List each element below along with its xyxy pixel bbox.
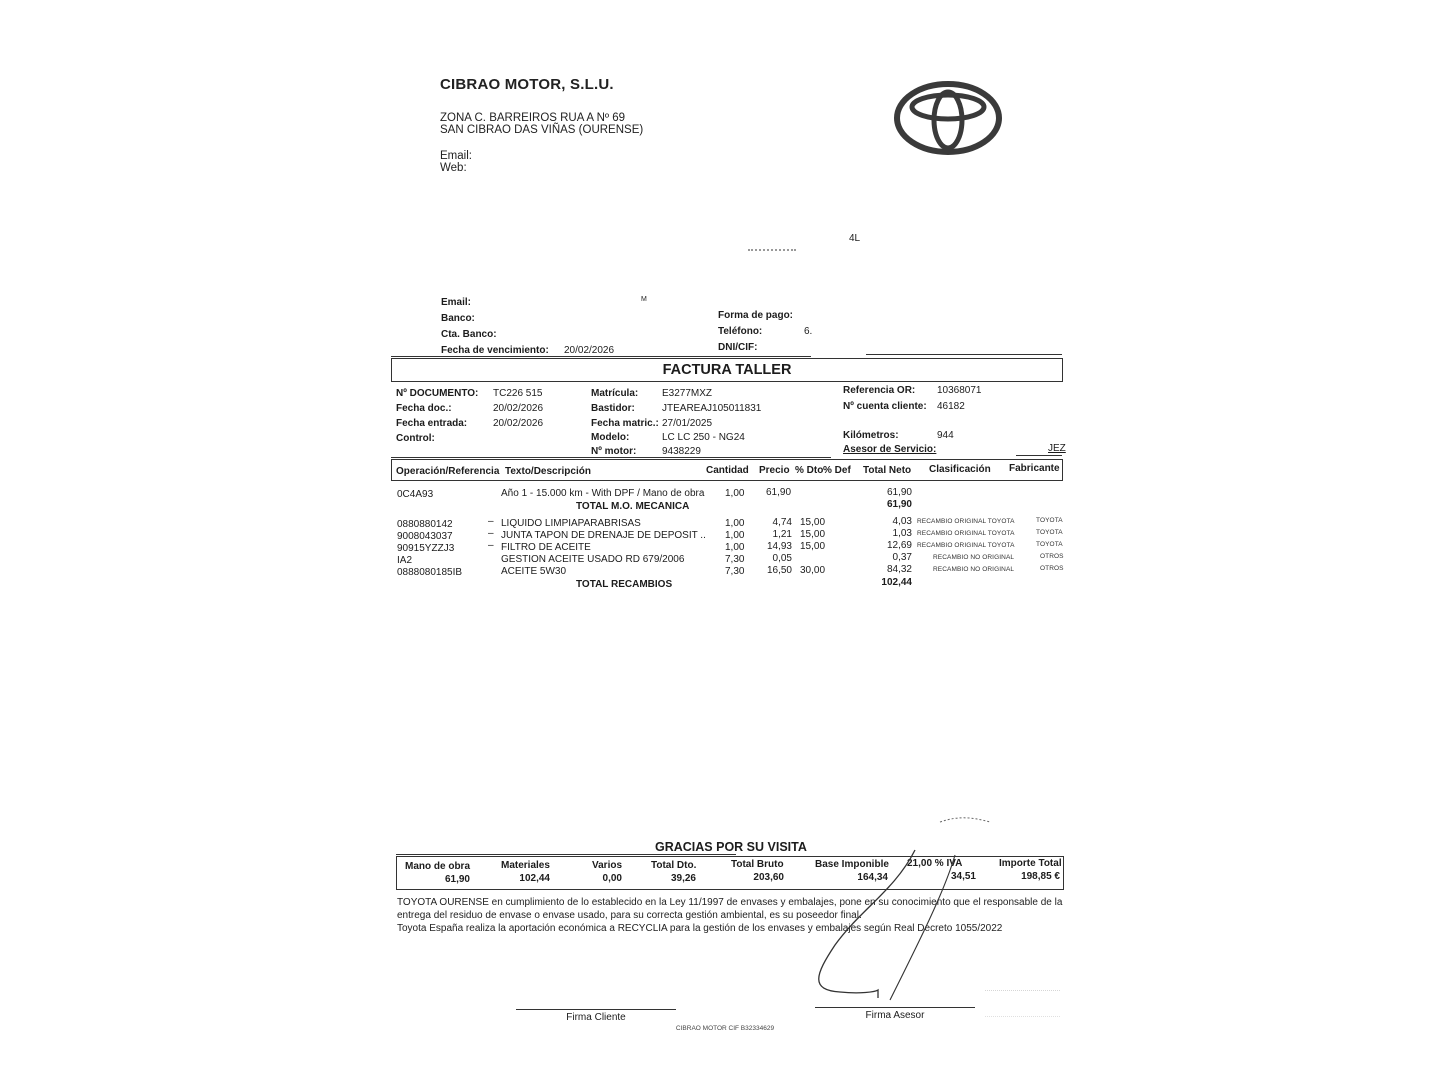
fecha-matric-label: Fecha matric.: (591, 418, 659, 429)
row-total: 12,69 (886, 540, 912, 551)
legal-line1: TOYOTA OURENSE en cumplimiento de lo establecido en la Ley 11/1997 de envases y embalajes, pone en su conocimiento que el responsable de la (397, 897, 1063, 908)
labour-total-label: TOTAL M.O. MECANICA (576, 501, 690, 512)
row-ref: 0880880142 (397, 519, 453, 530)
customer-banco-label: Banco: (441, 313, 475, 324)
summary-value: 198,85 € (1021, 871, 1060, 882)
parts-total-label: TOTAL RECAMBIOS (576, 579, 673, 590)
documento-value: TC226 515 (493, 388, 543, 399)
row-desc: JUNTA TAPON DE DRENAJE DE DEPOSIT .. (501, 530, 706, 541)
company-email-label: Email: (440, 150, 472, 162)
customer-email-value: M (641, 296, 647, 303)
row-total: 4,03 (892, 516, 912, 527)
header-descripcion: Texto/Descripción (505, 466, 591, 477)
summary-label: Varios (592, 860, 623, 871)
row-ref: 90915YZZJ3 (397, 543, 455, 554)
header-dto: % Dto (795, 465, 824, 476)
row-cantidad: 7,30 (725, 554, 745, 565)
row-precio: 16,50 (766, 565, 792, 576)
kilometros-label: Kilómetros: (843, 430, 899, 441)
company-address-line2: SAN CIBRAO DAS VIÑAS (OURENSE) (440, 124, 644, 136)
row-fabricante: TOYOTA (1036, 517, 1063, 524)
fecha-vencimiento-label: Fecha de vencimiento: (441, 345, 549, 356)
customer-cta-banco-label: Cta. Banco: (441, 329, 497, 340)
row-clasificacion: RECAMBIO ORIGINAL TOYOTA (917, 530, 1015, 537)
invoice-title: FACTURA TALLER (662, 362, 792, 378)
header-clasificacion: Clasificación (929, 464, 991, 475)
row-fabricante: OTROS (1040, 553, 1064, 560)
header-precio: Precio (759, 465, 790, 476)
row-cantidad: 1,00 (725, 530, 745, 541)
summary-value: 61,90 (444, 874, 470, 885)
signature-line-cliente (516, 1009, 676, 1010)
row-ref: IA2 (397, 555, 413, 566)
referencia-or-value: 10368071 (937, 385, 982, 396)
redacted-text (748, 249, 796, 251)
row-desc: FILTRO DE ACEITE (501, 542, 591, 553)
row-fabricante: TOYOTA (1036, 529, 1063, 536)
bastidor-value: JTEAREAJ105011831 (662, 403, 762, 414)
row-clasificacion: RECAMBIO NO ORIGINAL (933, 566, 1015, 573)
row-fabricante: OTROS (1040, 565, 1064, 572)
forma-pago-label: Forma de pago: (718, 310, 794, 321)
row-ref: 9008043037 (397, 531, 453, 542)
signature-cliente-label: Firma Cliente (566, 1012, 626, 1023)
toyota-logo-icon (893, 80, 1003, 156)
divider (391, 457, 831, 458)
summary-label: Total Dto. (651, 860, 697, 871)
row-clasificacion: RECAMBIO ORIGINAL TOYOTA (917, 518, 1015, 525)
summary-label: Mano de obra (405, 861, 471, 872)
row-fabricante: TOYOTA (1036, 541, 1063, 548)
row-precio: 14,93 (766, 541, 792, 552)
summary-label: Total Bruto (731, 859, 784, 870)
row-mark: – (488, 540, 494, 551)
modelo-label: Modelo: (591, 432, 630, 443)
legal-line3: Toyota España realiza la aportación económica a RECYCLIA para la gestión de los envases y embalajes según Real Decreto 1055/2022 (397, 923, 1003, 934)
row-desc: Año 1 - 15.000 km - With DPF / Mano de obra (501, 488, 705, 499)
kilometros-value: 944 (937, 430, 954, 441)
telefono-label: Teléfono: (718, 326, 763, 337)
fecha-doc-label: Fecha doc.: (396, 403, 452, 414)
company-address-line1: ZONA C. BARREIROS RUA A Nº 69 (440, 112, 626, 124)
row-desc: ACEITE 5W30 (501, 566, 567, 577)
row-cantidad: 1,00 (725, 542, 745, 553)
fecha-doc-value: 20/02/2026 (493, 403, 544, 414)
row-precio: 61,90 (766, 487, 792, 498)
row-mark: – (488, 528, 494, 539)
company-web-label: Web: (440, 162, 467, 174)
matricula-label: Matrícula: (591, 388, 639, 399)
header-cantidad: Cantidad (706, 465, 749, 476)
stamp-noise (985, 990, 1060, 1017)
documento-label: Nº DOCUMENTO: (396, 388, 479, 399)
summary-value: 34,51 (950, 871, 976, 882)
row-desc: GESTION ACEITE USADO RD 679/2006 (501, 554, 685, 565)
row-cantidad: 7,30 (725, 566, 745, 577)
row-precio: 1,21 (772, 529, 792, 540)
legal-line2: entrega del residuo de envase o envase usado, para su correcta gestión ambiental, es su poseedor final. (397, 910, 862, 921)
motor-label: Nº motor: (591, 446, 637, 457)
summary-label: 21,00 % IVA (907, 858, 963, 869)
divider (866, 354, 1062, 355)
row-dto: 30,00 (800, 565, 826, 576)
summary-value: 102,44 (519, 873, 550, 884)
header-def: % Def (823, 465, 851, 476)
row-precio: 4,74 (772, 517, 792, 528)
header-operacion: Operación/Referencia (396, 466, 500, 477)
company-name: CIBRAO MOTOR, S.L.U. (440, 76, 614, 93)
referencia-or-label: Referencia OR: (843, 385, 916, 396)
header-total-neto: Total Neto (863, 465, 912, 476)
control-label: Control: (396, 433, 435, 444)
asesor-value: JEZ (1048, 443, 1066, 454)
footer-cif: CIBRAO MOTOR CIF B32334629 (675, 1025, 775, 1032)
summary-label: Materiales (501, 860, 550, 871)
signature-line-asesor (815, 1007, 975, 1008)
bastidor-label: Bastidor: (591, 403, 635, 414)
header-fabricante: Fabricante (1009, 463, 1060, 474)
summary-label: Importe Total (999, 858, 1062, 869)
fecha-vencimiento-value: 20/02/2026 (564, 345, 615, 356)
summary-label: Base Imponible (815, 859, 889, 870)
row-clasificacion: RECAMBIO ORIGINAL TOYOTA (917, 542, 1015, 549)
divider (396, 854, 736, 855)
matricula-value: E3277MXZ (662, 388, 713, 399)
handwritten-signature-icon (800, 810, 1000, 1020)
row-ref: 0C4A93 (397, 489, 434, 500)
row-cantidad: 1,00 (725, 488, 745, 499)
labour-total-value: 61,90 (886, 499, 912, 510)
modelo-value: LC LC 250 - NG24 (662, 432, 745, 443)
signature-asesor-label: Firma Asesor (865, 1010, 925, 1021)
row-total: 61,90 (886, 487, 912, 498)
row-total: 0,37 (892, 552, 912, 563)
asesor-label: Asesor de Servicio: (843, 444, 937, 455)
motor-value: 9438229 (662, 446, 701, 457)
thanks-message: GRACIAS POR SU VISITA (655, 840, 807, 854)
telefono-value: 6. (804, 326, 813, 337)
row-dto: 15,00 (800, 517, 826, 528)
summary-value: 203,60 (753, 872, 784, 883)
cuenta-cliente-value: 46182 (937, 401, 965, 412)
row-total: 84,32 (886, 564, 912, 575)
mark-4l: 4L (849, 233, 861, 244)
divider (1016, 455, 1062, 456)
dni-label: DNI/CIF: (718, 342, 758, 353)
divider (391, 356, 811, 357)
row-dto: 15,00 (800, 541, 826, 552)
row-dto: 15,00 (800, 529, 826, 540)
summary-value: 0,00 (602, 873, 622, 884)
parts-total-value: 102,44 (881, 577, 912, 588)
row-mark: – (488, 516, 494, 527)
row-ref: 0888080185IB (397, 567, 463, 578)
row-precio: 0,05 (772, 553, 792, 564)
fecha-entrada-label: Fecha entrada: (396, 418, 468, 429)
fecha-matric-value: 27/01/2025 (662, 418, 713, 429)
cuenta-cliente-label: Nº cuenta cliente: (843, 401, 927, 412)
customer-email-label: Email: (441, 297, 472, 308)
row-clasificacion: RECAMBIO NO ORIGINAL (933, 554, 1015, 561)
row-desc: LIQUIDO LIMPIAPARABRISAS (501, 518, 641, 529)
row-total: 1,03 (892, 528, 912, 539)
row-cantidad: 1,00 (725, 518, 745, 529)
summary-value: 39,26 (670, 873, 696, 884)
summary-value: 164,34 (857, 872, 888, 883)
fecha-entrada-value: 20/02/2026 (493, 418, 544, 429)
